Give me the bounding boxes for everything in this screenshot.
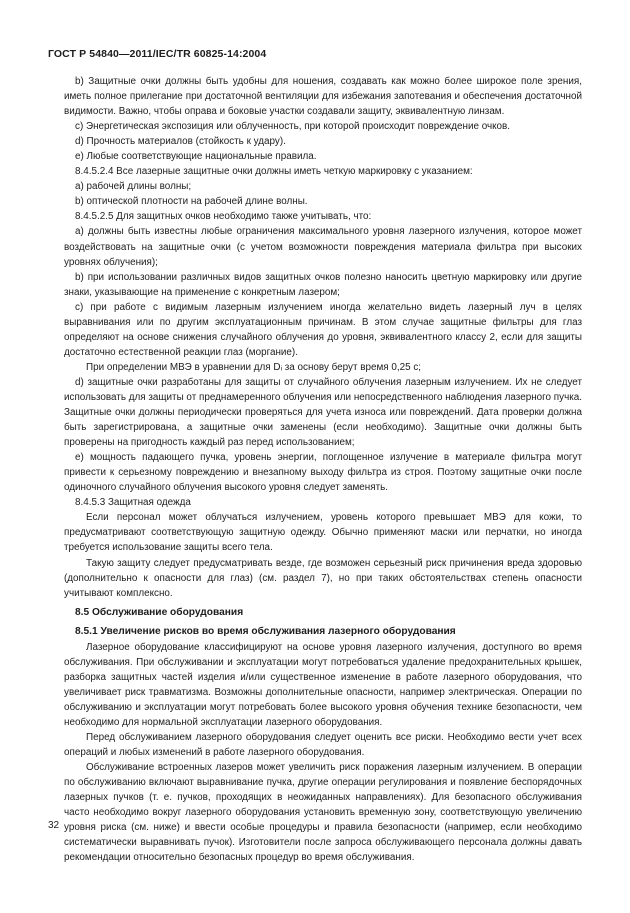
paragraph: a) рабочей длины волны;: [75, 181, 192, 193]
paragraph: d) защитные очки разработаны для защиты от случайного облучения лазерным излучением. Их не следует использовать для защиты от преднамеренного облучения или непосредственного наблюдения лазерного пучка. Защитные очки должны периодически проверяться для учета износа или повреждений. Дата проверки должна быть зарегистрирована, а защитные очки заменены (если необходимо). Защитные очки должны быть проверены на пригодность каждый раз перед использованием;: [64, 376, 582, 449]
paragraph: c) при работе с видимым лазерным излучением иногда желательно видеть лазерный луч в целях выравнивания или по другим эксплуатационным причинам. В этом случае защитные фильтры для глаз определяют на основе снижения случайного облучения до уровня, эквивалентного классу 2, если для защиты достаточно естественной реакции глаз (моргание).: [64, 301, 582, 358]
paragraph: Перед обслуживанием лазерного оборудования следует оценить все риски. Необходимо вести учет всех операций и любых изменений в работе лазерного оборудования.: [64, 732, 582, 759]
paragraph: Такую защиту следует предусматривать везде, где возможен серьезный риск причинения вреда здоровью (дополнительно к опасности для глаз) (см. раздел 7), но при таких обстоятельствах степень опасности учитывают комплексно.: [64, 557, 582, 599]
section-heading: 8.5 Обслуживание оборудования: [75, 606, 244, 618]
paragraph: d) Прочность материалов (стойкость к удару).: [75, 136, 286, 148]
page-number: 32: [48, 820, 60, 831]
paragraph: e) Любые соответствующие национальные правила.: [75, 151, 317, 163]
paragraph: Лазерное оборудование классифицируют на основе уровня лазерного излучения, доступного во время обслуживания. При обслуживании и эксплуатации могут потребоваться удаление предохранительных крышек, разборка защитных частей изделия и/или существенное изменение в работе лазерного оборудования, что увеличивает риск травматизма. Возможны дополнительные опасности, например электрическая. Операции по обслуживанию и эксплуатации могут потребовать более высокого уровня обучения технике безопасности, чем необходимо для нормальной эксплуатации лазерного оборудования.: [64, 641, 582, 728]
paragraph: 8.4.5.2.5 Для защитных очков необходимо также учитывать, что:: [75, 211, 372, 223]
paragraph: e) мощность падающего пучка, уровень энергии, поглощенное излучение в материале фильтра могут привести к серьезному повреждению и внезапному выходу фильтра из строя. Поэтому защитные очки после одиночного случайного облучения высокого уровня следует заменять.: [64, 452, 582, 494]
paragraph: b) оптической плотности на рабочей длине волны.: [75, 196, 308, 208]
paragraph: b) Защитные очки должны быть удобны для ношения, создавать как можно более широкое поле зрения, иметь полное прилегание при достаточной вентиляции для избежания запотевания и обеспечения достаточной видимости. Важно, чтобы оправа и боковые участки создавали защиту, эквивалентную линзам.: [64, 76, 582, 118]
paragraph: Если персонал может облучаться излучением, уровень которого превышает МВЭ для кожи, то предусматривают соответствующую защитную одежду. Обычно применяют маски или перчатки, но иногда требуется использование защиты всего тела.: [64, 512, 582, 554]
paragraph: 8.4.5.2.4 Все лазерные защитные очки должны иметь четкую маркировку с указанием:: [75, 166, 473, 178]
paragraph: b) при использовании различных видов защитных очков полезно наносить цветную маркировку или другие знаки, указывающие на применение с конкретным лазером;: [64, 271, 582, 298]
document-body: [64, 74, 582, 865]
paragraph: c) Энергетическая экспозиция или облученность, при которой происходит повреждение очков.: [75, 121, 511, 133]
paragraph: 8.4.5.3 Защитная одежда: [75, 497, 191, 509]
paragraph: При определении МВЭ в уравнении для Dᵢ за основу берут время 0,25 с;: [86, 361, 422, 373]
page-header: ГОСТ Р 54840—2011/IEC/TR 60825-14:2004: [48, 48, 267, 60]
paragraph: Обслуживание встроенных лазеров может увеличить риск поражения лазерным излучением. В операции по обслуживанию включают выравнивание пучка, другие операции регулирования и появление беспорядочных лазерных пучков (т. е. пучков, проходящих в неожиданных направлениях). Для безопасного обслуживания часто необходимо вокруг лазерного оборудования установить временную зону, соответствующую увеличению уровня риска (см. ниже) и ввести особые процедуры и правила безопасности (например, если необходимо систематически выравнивать пучок). Изготовители после запроса обслуживающего персонала должны давать рекомендации относительно безопасных процедур во время обслуживания.: [64, 762, 582, 864]
paragraph: a) должны быть известны любые ограничения максимального уровня лазерного излучения, которое может воздействовать на защитные очки (с учетом возможности повреждения материала фильтра при высоких уровнях облучения);: [64, 226, 582, 268]
subsection-heading: 8.5.1 Увеличение рисков во время обслуживания лазерного оборудования: [75, 625, 456, 637]
